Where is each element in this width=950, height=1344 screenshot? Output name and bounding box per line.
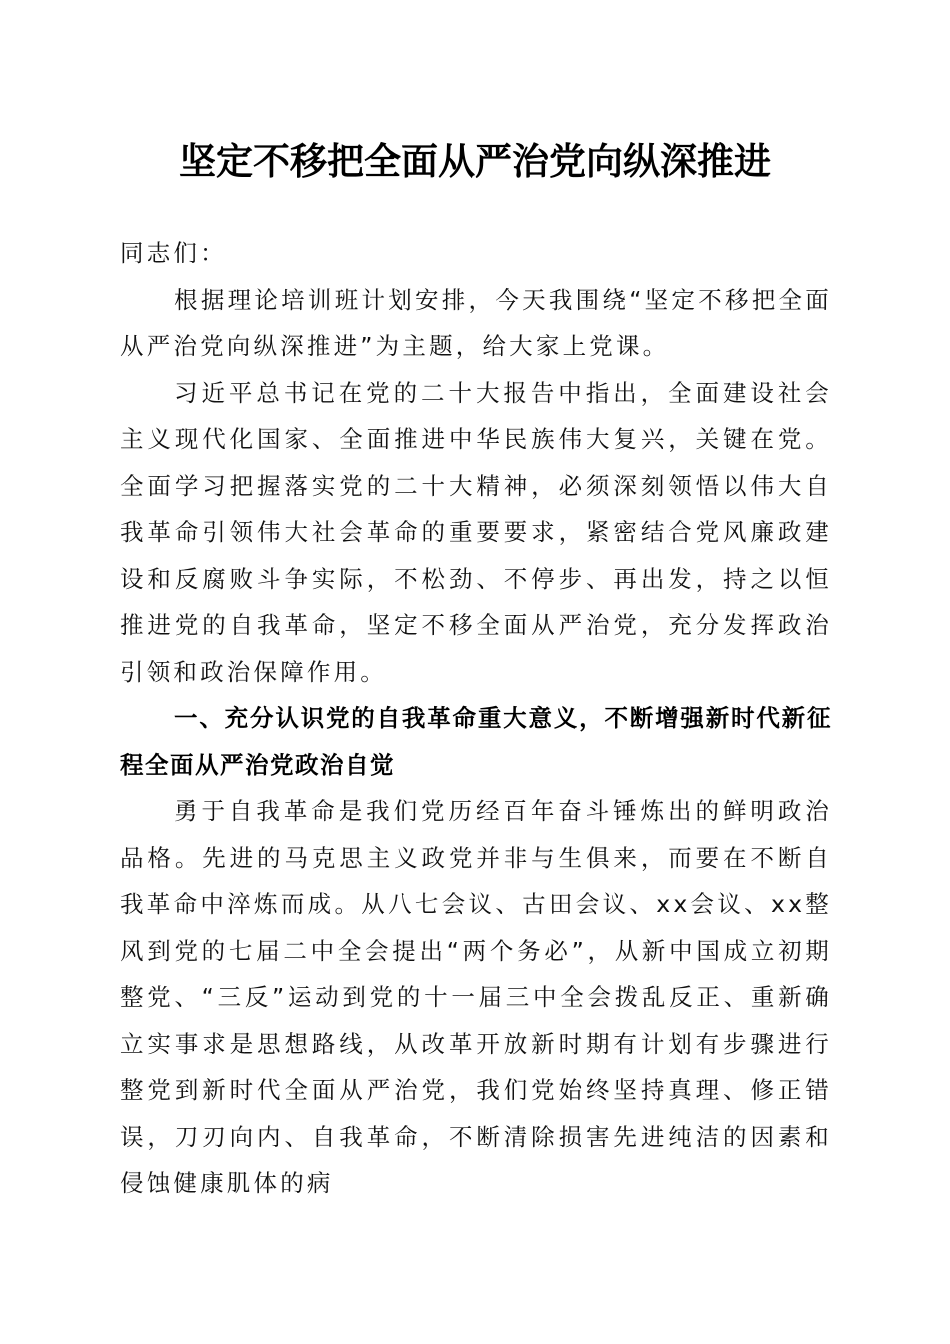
paragraph-report: 习近平总书记在党的二十大报告中指出，全面建设社会主义现代化国家、全面推进中华民族伟大复兴，关键在党。全面学习把握落实党的二十大精神，必须深刻领悟以伟大自我革命引领伟大社会革命的重要要求，紧密结合党风廉政建设和反腐败斗争实际，不松劲、不停步、再出发，持之以恒推进党的自我革命，坚定不移全面从严治党，充分发挥政治引领和政治保障作用。 — [120, 378, 832, 686]
paragraph-self-revolution: 勇于自我革命是我们党历经百年奋斗锤炼出的鲜明政治品格。先进的马克思主义政党并非与生俱来，而要在不断自我革命中淬炼而成。从八七会议、古田会议、xx会议、xx整风到党的七届二中全会提出“两个务必”，从新中国成立初期整党、“三反”运动到党的十一届三中全会拨乱反正、重新确立实事求是思想路线，从改革开放新时期有计划有步骤进行整党到新时代全面从严治党，我们党始终坚持真理、修正错误，刀刃向内、自我革命，不断清除损害先进纯洁的因素和侵蚀健康肌体的病 — [120, 797, 832, 1197]
salutation: 同志们： — [120, 239, 227, 267]
document-title: 坚定不移把全面从严治党向纵深推进 — [179, 139, 771, 183]
paragraph-intro: 根据理论培训班计划安排，今天我围绕“坚定不移把全面从严治党向纵深推进”为主题，给大家上党课。 — [120, 285, 832, 360]
document-body — [120, 230, 832, 1207]
section-heading: 一、充分认识党的自我革命重大意义，不断增强新时代新征程全面从严治党政治自觉 — [120, 704, 832, 779]
